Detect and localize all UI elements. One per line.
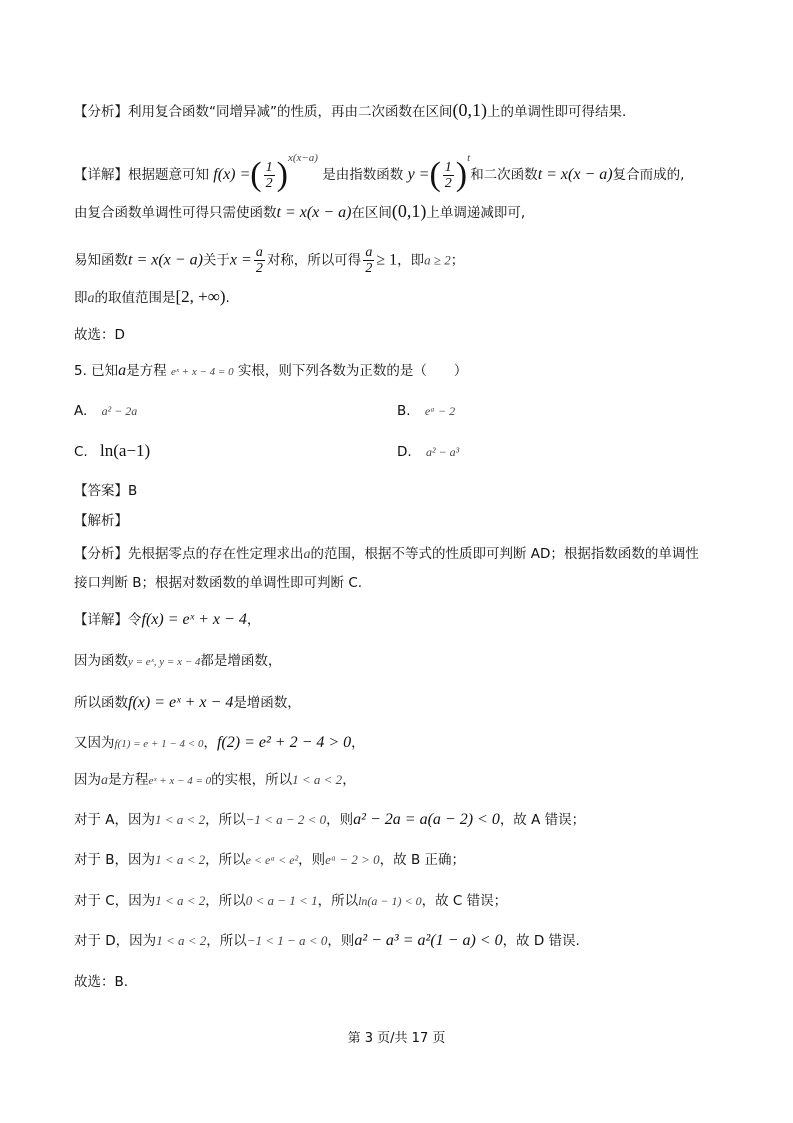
text: 的实根，所以 — [211, 772, 293, 788]
option-label: D. — [397, 444, 412, 460]
detail-line-5 — [74, 287, 230, 309]
analysis-tag: 【分析】 — [74, 546, 128, 562]
text: ， — [246, 612, 261, 628]
text: 因为 — [74, 772, 101, 788]
answer: 【答案】B — [74, 483, 138, 499]
text: ，所以 — [206, 933, 247, 949]
text: 又因为 — [74, 735, 115, 751]
text: ，故 B 正确； — [379, 852, 466, 868]
detail2-c — [74, 891, 507, 911]
exponent: x(x−a) — [287, 152, 318, 164]
text: 对于 D，因为 — [74, 933, 157, 949]
fx-expr: f(x) = eˣ + x − 4 — [141, 611, 247, 628]
ge-expr: ≥ 1 — [376, 251, 398, 269]
range-expr: 1 < a < 2 — [292, 772, 343, 787]
var-a: a — [87, 291, 95, 306]
fx-expr: f(x) = — [213, 166, 251, 183]
text: ，故 A 错误； — [499, 812, 586, 828]
range-expr: −1 < 1 − a < 0 — [246, 933, 328, 948]
detail2-4 — [74, 733, 365, 754]
detail-line-3 — [74, 201, 525, 223]
var-a: a — [101, 773, 108, 788]
text: 对于 B，因为 — [74, 852, 156, 868]
x-expr: x = — [229, 251, 252, 269]
text: ，则 — [327, 933, 355, 949]
text: . — [225, 290, 230, 306]
text: ，所以 — [317, 893, 359, 909]
range-expr: −1 < a − 2 < 0 — [245, 812, 327, 827]
jiexi: 【解析】 — [74, 513, 128, 529]
text: 易知函数 — [74, 252, 128, 269]
analysis-2-line2: 接口判断 B；根据对数函数的单调性即可判断 C. — [74, 575, 363, 591]
text: 上单调递减即可, — [426, 205, 526, 221]
t-expr: t = x(x − a) — [276, 204, 352, 221]
exponent-t: t — [467, 152, 471, 164]
range-expr: [2, +∞) — [175, 287, 226, 306]
range-expr: 0 < a − 1 < 1 — [245, 893, 318, 908]
range-expr: 1 < a < 2 — [155, 852, 206, 867]
text: 因为函数 — [74, 653, 128, 669]
var-a: a — [303, 547, 311, 562]
text: ，所以 — [205, 893, 246, 909]
text: 对于 C，因为 — [74, 893, 156, 909]
text: ，则 — [326, 812, 354, 828]
analysis-text: 利用复合函数“同增异减”的性质，再由二次函数在区间 — [128, 104, 453, 120]
fx-expr: f(x) = eˣ + x − 4 — [128, 694, 234, 711]
expr: y = eˣ, y = x − 4 — [128, 656, 201, 668]
text: 实根，则下列各数为正数的是（ ） — [237, 363, 468, 379]
option-b[interactable] — [397, 403, 455, 419]
text: 的取值范围是 — [94, 290, 176, 306]
expr: a² − a³ = a²(1 − a) < 0 — [354, 932, 503, 949]
text: ，所以 — [205, 852, 246, 868]
option-expr: ln(a−1) — [100, 441, 151, 460]
range-expr: 1 < a < 2 — [155, 812, 206, 827]
expr: ln(a − 1) < 0 — [358, 894, 422, 908]
text: 关于 — [202, 252, 230, 269]
detail2-2 — [74, 651, 281, 672]
range-expr: 1 < a < 2 — [155, 893, 206, 908]
page-footer: 第 3 页/共 17 页 — [347, 1031, 446, 1046]
t-expr: t = x(x − a) — [128, 251, 203, 269]
option-label: C. — [74, 444, 88, 460]
text: 的范围，根据不等式的性质即可判断 AD；根据指数函数的单调性 — [310, 546, 699, 562]
detail2-a — [74, 810, 585, 830]
expr: f(2) = e² + 2 − 4 > 0 — [216, 734, 352, 751]
y-expr: y = — [407, 166, 430, 183]
text: ， — [351, 735, 365, 751]
option-label: B. — [397, 403, 411, 419]
equation: eˣ + x − 4 = 0 — [170, 366, 234, 378]
detail2-1 — [74, 610, 260, 630]
result-expr: a ≥ 2 — [424, 252, 451, 268]
text: 是方程 — [126, 363, 167, 379]
detail-text-b: 是由指数函数 — [322, 167, 404, 183]
text: 对于 A，因为 — [74, 812, 156, 828]
expr: f(1) = e + 1 − 4 < 0 — [114, 738, 204, 750]
text: 都是增函数， — [200, 653, 282, 669]
text: ， — [342, 772, 356, 788]
detail2-b — [74, 850, 465, 870]
text: ； — [450, 252, 465, 269]
text: 对称，所以可得 — [266, 252, 362, 269]
text: 所以函数 — [74, 695, 128, 711]
fraction-a-2: $\frac{a}{2}$ — [255, 245, 263, 276]
detail2-d — [74, 931, 580, 951]
detail2-5 — [74, 770, 356, 791]
option-a[interactable] — [74, 403, 137, 419]
expr: a² − 2a = a(a − 2) < 0 — [353, 811, 500, 828]
text: ，所以 — [205, 812, 246, 828]
option-c[interactable] — [74, 441, 150, 461]
text: 令 — [128, 612, 142, 628]
option-d[interactable] — [397, 444, 459, 460]
text: ，则 — [298, 852, 326, 868]
t-expr: t = x(x − a) — [537, 166, 613, 183]
detail-line-4 — [74, 245, 464, 276]
detail-line-1: 【详解】根据题意可知 f(x) =( $\frac{1}{2}$ )$^{x(x-a)}$ 是由指数函数 y =( $\frac{1}{2}$ )$^t$和二次函数t = x(x − a)复合而成的, — [74, 152, 685, 193]
text: 即 — [74, 290, 88, 306]
option-expr: a² − 2a — [101, 404, 138, 418]
question-5 — [74, 361, 467, 382]
text: ， — [203, 735, 217, 751]
text: ，故 C 错误； — [421, 893, 508, 909]
detail-text: 根据题意可知 — [128, 167, 209, 183]
text: 由复合函数单调性可得只需使函数 — [74, 205, 277, 221]
detail-tag: 【详解】 — [74, 612, 128, 628]
detail2-3 — [74, 693, 301, 713]
interval: (0,1) — [452, 100, 487, 120]
interval: (0,1) — [391, 201, 427, 221]
option-expr: eᵃ − 2 — [424, 404, 456, 418]
question-number: 5. 已知 — [74, 363, 119, 379]
var-a: a — [118, 362, 127, 379]
range-expr: 1 < a < 2 — [156, 933, 207, 948]
detail-tag: 【详解】 — [74, 167, 128, 183]
choose-b: 故选：B. — [74, 974, 129, 990]
text: 是方程 — [108, 772, 149, 788]
analysis-tag: 【分析】 — [74, 104, 128, 120]
text: 是增函数， — [233, 695, 301, 711]
analysis-text-end: 上的单调性即可得结果. — [487, 104, 627, 120]
analysis-2 — [74, 544, 699, 565]
option-expr: a² − a³ — [425, 445, 460, 459]
text: ，即 — [397, 252, 425, 269]
detail-text-c: 和二次函数 — [470, 167, 538, 183]
expr: eᵃ − 2 > 0 — [325, 852, 380, 867]
analysis-line — [74, 100, 626, 122]
fraction-half: $\frac{1}{2}$ — [265, 159, 273, 191]
detail-text-d: 复合而成的, — [612, 167, 685, 183]
choose-d: 故选：D — [74, 327, 125, 343]
option-label: A. — [74, 403, 88, 419]
text: 在区间 — [351, 205, 392, 221]
equation: eˣ + x − 4 = 0 — [148, 775, 212, 787]
range-expr: e < eᵃ < e² — [245, 853, 299, 867]
text: 先根据零点的存在性定理求出 — [128, 546, 304, 562]
fraction-a-2b: $\frac{a}{2}$ — [365, 245, 373, 276]
fraction-half-2: $\frac{1}{2}$ — [444, 159, 452, 191]
text: ，故 D 错误. — [502, 933, 580, 949]
